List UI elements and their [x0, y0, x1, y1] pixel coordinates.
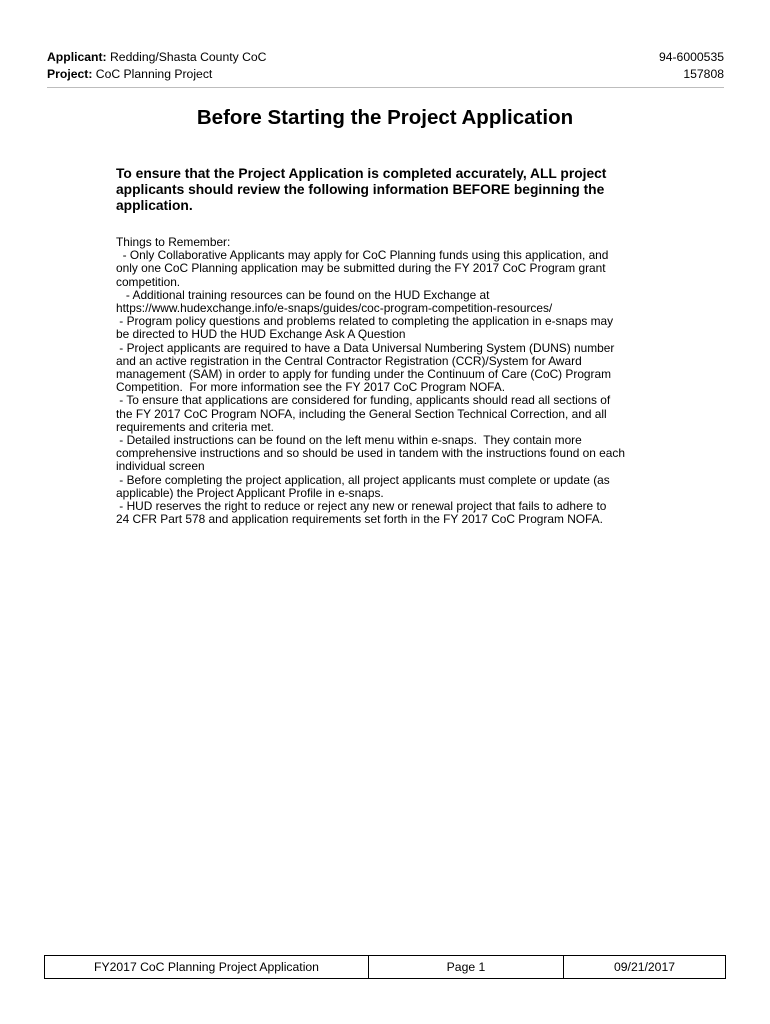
footer-form-name: FY2017 CoC Planning Project Application	[45, 956, 369, 978]
instruction-line: 24 CFR Part 578 and application requirements set forth in the FY 2017 CoC Program NOFA.	[116, 512, 603, 527]
instruction-line: the FY 2017 CoC Program NOFA, including the General Section Technical Correction, and all	[116, 406, 607, 421]
project-id: 157808	[683, 67, 724, 81]
instruction-line: be directed to HUD the HUD Exchange Ask A Question	[116, 327, 406, 342]
instruction-line: requirements and criteria met.	[116, 419, 274, 434]
project-label: Project:	[47, 67, 93, 81]
instruction-line: - Program policy questions and problems related to completing the application in e-snaps may	[116, 314, 614, 329]
instruction-line: management (SAM) in order to apply for funding under the Continuum of Care (CoC) Program	[116, 367, 612, 382]
footer-date: 09/21/2017	[614, 960, 675, 974]
instruction-line: competition.	[116, 274, 181, 289]
instruction-line: applicable) the Project Applicant Profile in e-snaps.	[116, 485, 384, 500]
applicant-info	[47, 49, 266, 66]
page-header	[47, 49, 724, 88]
project-row	[47, 66, 724, 83]
instruction-line: - Before completing the project application, all project applicants must complete or update (as	[116, 472, 610, 487]
instruction-line: https://www.hudexchange.info/e-snaps/guides/coc-program-competition-resources/	[116, 301, 553, 316]
applicant-id: 94-6000535	[658, 50, 724, 64]
instruction-line: Competition. For more information see the FY 2017 CoC Program NOFA.	[116, 380, 506, 395]
page-title: Before Starting the Project Application	[196, 106, 574, 129]
instruction-line: comprehensive instructions and so should be used in tandem with the instructions found on each	[116, 446, 625, 461]
instruction-line: - Project applicants are required to have a Data Universal Numbering System (DUNS) number	[116, 340, 615, 355]
project-info	[47, 66, 212, 83]
applicant-value: Redding/Shasta County CoC	[109, 50, 267, 64]
instruction-line: Things to Remember:	[116, 235, 231, 249]
instruction-line: - To ensure that applications are considered for funding, applicants should read all sections of	[116, 393, 611, 408]
instruction-line: - Additional training resources can be found on the HUD Exchange at	[116, 287, 490, 302]
page-footer	[44, 955, 726, 979]
applicant-row	[47, 49, 724, 66]
instruction-line: only one CoC Planning application may be submitted during the FY 2017 CoC Program grant	[116, 261, 606, 276]
instruction-line: - Only Collaborative Applicants may apply for CoC Planning funds using this application, and	[116, 248, 609, 263]
instruction-line: and an active registration in the Central Contractor Registration (CCR)/System for Award	[116, 353, 582, 368]
footer-page-number: Page 1	[369, 956, 564, 978]
project-value: CoC Planning Project	[95, 67, 213, 81]
intro-paragraph: To ensure that the Project Application is completed accurately, ALL project applicants should review the following information BEFORE beginning the application.	[116, 166, 607, 213]
instruction-line: - HUD reserves the right to reduce or reject any new or renewal project that fails to adhere to	[116, 499, 607, 514]
instructions-body	[116, 236, 656, 526]
applicant-label: Applicant:	[47, 50, 107, 64]
instruction-line: - Detailed instructions can be found on the left menu within e-snaps. They contain more	[116, 433, 582, 448]
instruction-line: individual screen	[116, 459, 205, 474]
